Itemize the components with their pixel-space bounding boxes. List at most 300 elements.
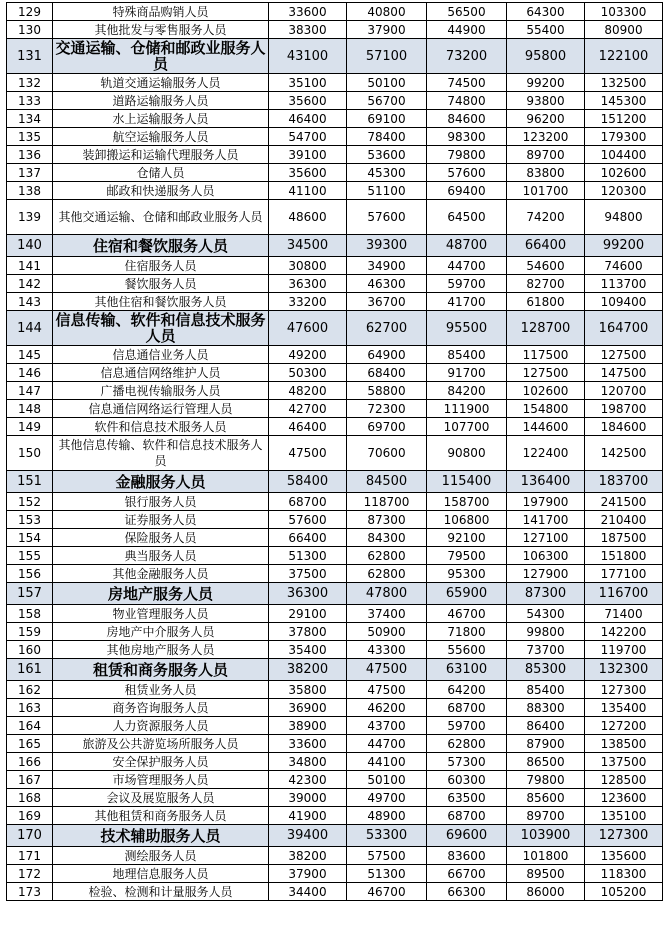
category-row [7,659,663,681]
wage-value: 43300 [347,641,427,659]
wage-value: 38200 [269,847,347,865]
wage-value: 198700 [585,400,663,418]
wage-value: 71400 [585,605,663,623]
wage-value: 88300 [507,699,585,717]
wage-value: 41100 [269,182,347,200]
wage-value: 118700 [347,493,427,511]
wage-value: 69700 [347,418,427,436]
wage-value: 68700 [427,699,507,717]
wage-value: 44100 [347,753,427,771]
wage-value: 120700 [585,382,663,400]
table-row [7,346,663,364]
occupation-name: 商务咨询服务人员 [53,699,269,717]
table-row [7,623,663,641]
table-row [7,128,663,146]
row-number: 133 [7,92,53,110]
occupation-name: 其他批发与零售服务人员 [53,21,269,39]
wage-value: 70600 [347,436,427,471]
wage-value: 58800 [347,382,427,400]
wage-value: 57600 [427,164,507,182]
wage-value: 99800 [507,623,585,641]
row-number: 159 [7,623,53,641]
wage-value: 85400 [427,346,507,364]
row-number: 144 [7,311,53,346]
wage-value: 127200 [585,717,663,735]
table-row [7,164,663,182]
wage-value: 46300 [347,275,427,293]
wage-value: 95300 [427,565,507,583]
wage-value: 103300 [585,3,663,21]
wage-value: 69600 [427,825,507,847]
category-row [7,311,663,346]
wage-value: 95800 [507,39,585,74]
wage-value: 53300 [347,825,427,847]
occupation-name: 信息通信网络运行管理人员 [53,400,269,418]
wage-value: 102600 [507,382,585,400]
wage-value: 53600 [347,146,427,164]
wage-value: 151200 [585,110,663,128]
wage-value: 37800 [269,623,347,641]
wage-value: 127900 [507,565,585,583]
wage-value: 49700 [347,789,427,807]
wage-value: 99200 [507,74,585,92]
wage-value: 29100 [269,605,347,623]
wage-value: 184600 [585,418,663,436]
wage-value: 46200 [347,699,427,717]
occupation-name: 技术辅助服务人员 [53,825,269,847]
wage-value: 33600 [269,735,347,753]
occupation-name: 信息通信网络维护人员 [53,364,269,382]
wage-value: 111900 [427,400,507,418]
table-row [7,789,663,807]
wage-value: 60300 [427,771,507,789]
row-number: 132 [7,74,53,92]
wage-value: 127500 [585,346,663,364]
occupation-name: 其他房地产服务人员 [53,641,269,659]
table-row [7,21,663,39]
occupation-name: 餐饮服务人员 [53,275,269,293]
occupation-name: 其他金融服务人员 [53,565,269,583]
wage-value: 136400 [507,471,585,493]
table-row [7,681,663,699]
occupation-name: 检验、检测和计量服务人员 [53,883,269,901]
table-row [7,418,663,436]
wage-value: 50300 [269,364,347,382]
table-row [7,257,663,275]
occupation-name: 特殊商品购销人员 [53,3,269,21]
table-row [7,605,663,623]
wage-value: 135600 [585,847,663,865]
wage-value: 41900 [269,807,347,825]
wage-value: 90800 [427,436,507,471]
wage-value: 47600 [269,311,347,346]
occupation-name: 其他交通运输、仓储和邮政业服务人员 [53,200,269,235]
occupation-name: 邮政和快递服务人员 [53,182,269,200]
occupation-name: 会议及展览服务人员 [53,789,269,807]
wage-value: 64900 [347,346,427,364]
wage-value: 39100 [269,146,347,164]
wage-value: 46700 [427,605,507,623]
wage-value: 62800 [347,547,427,565]
wage-value: 87300 [347,511,427,529]
table-row [7,146,663,164]
row-number: 134 [7,110,53,128]
wage-value: 43100 [269,39,347,74]
occupation-name: 保险服务人员 [53,529,269,547]
row-number: 157 [7,583,53,605]
wage-value: 197900 [507,493,585,511]
wage-value: 35100 [269,74,347,92]
row-number: 146 [7,364,53,382]
wage-value: 127300 [585,681,663,699]
occupation-name: 房地产服务人员 [53,583,269,605]
wage-value: 59700 [427,717,507,735]
row-number: 140 [7,235,53,257]
wage-value: 66400 [269,529,347,547]
wage-value: 85400 [507,681,585,699]
occupation-name: 租赁业务人员 [53,681,269,699]
row-number: 161 [7,659,53,681]
row-number: 172 [7,865,53,883]
wage-value: 39000 [269,789,347,807]
wage-value: 36300 [269,275,347,293]
wage-value: 89700 [507,146,585,164]
row-number: 143 [7,293,53,311]
wage-value: 51300 [269,547,347,565]
occupation-name: 金融服务人员 [53,471,269,493]
wage-value: 78400 [347,128,427,146]
occupation-name: 其他租赁和商务服务人员 [53,807,269,825]
wage-value: 48200 [269,382,347,400]
row-number: 129 [7,3,53,21]
wage-value: 84300 [347,529,427,547]
wage-value: 116700 [585,583,663,605]
category-row [7,235,663,257]
table-row [7,529,663,547]
wage-value: 36700 [347,293,427,311]
wage-value: 86400 [507,717,585,735]
wage-value: 49200 [269,346,347,364]
occupation-name: 轨道交通运输服务人员 [53,74,269,92]
wage-value: 46400 [269,418,347,436]
wage-value: 164700 [585,311,663,346]
wage-value: 69400 [427,182,507,200]
wage-value: 86500 [507,753,585,771]
wage-value: 74500 [427,74,507,92]
occupation-name: 软件和信息技术服务人员 [53,418,269,436]
wage-value: 43700 [347,717,427,735]
wage-value: 87900 [507,735,585,753]
occupation-name: 证券服务人员 [53,511,269,529]
wage-value: 56700 [347,92,427,110]
row-number: 154 [7,529,53,547]
wage-value: 79500 [427,547,507,565]
occupation-name: 装卸搬运和运输代理服务人员 [53,146,269,164]
table-row [7,493,663,511]
wage-value: 36300 [269,583,347,605]
wage-value: 105200 [585,883,663,901]
table-row [7,293,663,311]
wage-value: 101800 [507,847,585,865]
wage-value: 57600 [269,511,347,529]
row-number: 168 [7,789,53,807]
occupation-name: 信息传输、软件和信息技术服务人员 [53,311,269,346]
wage-value: 141700 [507,511,585,529]
wage-value: 122100 [585,39,663,74]
wage-value: 56500 [427,3,507,21]
wage-value: 62800 [427,735,507,753]
wage-value: 55600 [427,641,507,659]
row-number: 158 [7,605,53,623]
occupation-name: 住宿服务人员 [53,257,269,275]
wage-value: 39400 [269,825,347,847]
wage-value: 68700 [427,807,507,825]
wage-value: 104400 [585,146,663,164]
wage-value: 64300 [507,3,585,21]
wage-value: 93800 [507,92,585,110]
wage-value: 35400 [269,641,347,659]
wage-value: 89700 [507,807,585,825]
wage-value: 128700 [507,311,585,346]
wage-value: 65900 [427,583,507,605]
table-row [7,735,663,753]
wage-value: 47500 [347,659,427,681]
wage-value: 144600 [507,418,585,436]
row-number: 153 [7,511,53,529]
row-number: 142 [7,275,53,293]
wage-value: 61800 [507,293,585,311]
wage-value: 113700 [585,275,663,293]
wage-value: 102600 [585,164,663,182]
wage-value: 151800 [585,547,663,565]
occupation-name: 水上运输服务人员 [53,110,269,128]
row-number: 145 [7,346,53,364]
wage-value: 86000 [507,883,585,901]
occupation-name: 人力资源服务人员 [53,717,269,735]
wage-value: 46400 [269,110,347,128]
table-row [7,699,663,717]
wage-value: 123600 [585,789,663,807]
row-number: 166 [7,753,53,771]
row-number: 152 [7,493,53,511]
occupation-name: 测绘服务人员 [53,847,269,865]
table-row [7,847,663,865]
row-number: 171 [7,847,53,865]
wage-value: 39300 [347,235,427,257]
wage-value: 135100 [585,807,663,825]
wage-value: 119700 [585,641,663,659]
wage-value: 68400 [347,364,427,382]
table-row [7,275,663,293]
wage-value: 37400 [347,605,427,623]
row-number: 148 [7,400,53,418]
wage-value: 210400 [585,511,663,529]
wage-value: 179300 [585,128,663,146]
table-row [7,807,663,825]
wage-value: 38300 [269,21,347,39]
wage-value: 74200 [507,200,585,235]
row-number: 173 [7,883,53,901]
table-row [7,511,663,529]
wage-value: 107700 [427,418,507,436]
wage-value: 115400 [427,471,507,493]
wage-value: 79800 [427,146,507,164]
wage-value: 50100 [347,771,427,789]
wage-value: 66300 [427,883,507,901]
wage-value: 80900 [585,21,663,39]
table-body [7,3,663,901]
row-number: 147 [7,382,53,400]
wage-value: 74600 [585,257,663,275]
wage-value: 36900 [269,699,347,717]
wage-value: 68700 [269,493,347,511]
wage-value: 101700 [507,182,585,200]
row-number: 156 [7,565,53,583]
wage-value: 64500 [427,200,507,235]
wage-value: 41700 [427,293,507,311]
wage-value: 85300 [507,659,585,681]
wage-value: 145300 [585,92,663,110]
wage-value: 35800 [269,681,347,699]
row-number: 155 [7,547,53,565]
wage-value: 42700 [269,400,347,418]
occupation-name: 广播电视传输服务人员 [53,382,269,400]
wage-value: 44900 [427,21,507,39]
row-number: 130 [7,21,53,39]
wage-value: 103900 [507,825,585,847]
row-number: 163 [7,699,53,717]
wage-value: 66400 [507,235,585,257]
wage-value: 84600 [427,110,507,128]
wage-value: 127300 [585,825,663,847]
wage-value: 30800 [269,257,347,275]
category-row [7,471,663,493]
wage-value: 47500 [347,681,427,699]
wage-value: 34800 [269,753,347,771]
occupation-name: 其他住宿和餐饮服务人员 [53,293,269,311]
occupation-name: 道路运输服务人员 [53,92,269,110]
wage-value: 62800 [347,565,427,583]
wage-value: 73700 [507,641,585,659]
wage-value: 38900 [269,717,347,735]
wage-value: 40800 [347,3,427,21]
occupation-name: 物业管理服务人员 [53,605,269,623]
row-number: 167 [7,771,53,789]
table-row [7,92,663,110]
wage-value: 37500 [269,565,347,583]
wage-value: 47500 [269,436,347,471]
wage-value: 109400 [585,293,663,311]
wage-value: 154800 [507,400,585,418]
wage-value: 127500 [507,364,585,382]
category-row [7,39,663,74]
wage-value: 51300 [347,865,427,883]
table-row [7,74,663,92]
table-row [7,182,663,200]
wage-value: 132500 [585,74,663,92]
wage-value: 183700 [585,471,663,493]
wage-value: 83800 [507,164,585,182]
wage-value: 63100 [427,659,507,681]
wage-value: 71800 [427,623,507,641]
wage-value: 54300 [507,605,585,623]
wage-value: 69100 [347,110,427,128]
row-number: 164 [7,717,53,735]
wage-value: 35600 [269,92,347,110]
occupation-name: 租赁和商务服务人员 [53,659,269,681]
row-number: 150 [7,436,53,471]
wage-value: 34500 [269,235,347,257]
table-row [7,110,663,128]
wage-value: 44700 [427,257,507,275]
wage-value: 55400 [507,21,585,39]
row-number: 165 [7,735,53,753]
row-number: 137 [7,164,53,182]
row-number: 131 [7,39,53,74]
wage-value: 106300 [507,547,585,565]
wage-value: 142500 [585,436,663,471]
wage-value: 117500 [507,346,585,364]
table-row [7,883,663,901]
wage-value: 177100 [585,565,663,583]
occupation-name: 房地产中介服务人员 [53,623,269,641]
wage-value: 64200 [427,681,507,699]
wage-value: 128500 [585,771,663,789]
occupation-name: 住宿和餐饮服务人员 [53,235,269,257]
wage-value: 48900 [347,807,427,825]
category-row [7,825,663,847]
wage-value: 98300 [427,128,507,146]
table-row [7,547,663,565]
wage-value: 34400 [269,883,347,901]
wage-value: 44700 [347,735,427,753]
wage-value: 57600 [347,200,427,235]
occupation-name: 交通运输、仓储和邮政业服务人员 [53,39,269,74]
wage-value: 57300 [427,753,507,771]
wage-value: 84200 [427,382,507,400]
wage-value: 118300 [585,865,663,883]
wage-value: 57500 [347,847,427,865]
wage-value: 94800 [585,200,663,235]
wage-value: 50100 [347,74,427,92]
wage-value: 37900 [347,21,427,39]
occupation-name: 银行服务人员 [53,493,269,511]
row-number: 170 [7,825,53,847]
wage-value: 35600 [269,164,347,182]
wage-value: 42300 [269,771,347,789]
wage-value: 122400 [507,436,585,471]
wage-value: 72300 [347,400,427,418]
wage-value: 34900 [347,257,427,275]
wage-value: 123200 [507,128,585,146]
wage-value: 99200 [585,235,663,257]
wage-value: 48700 [427,235,507,257]
row-number: 136 [7,146,53,164]
wage-value: 84500 [347,471,427,493]
table-row [7,865,663,883]
occupation-name: 其他信息传输、软件和信息技术服务人员 [53,436,269,471]
wage-value: 38200 [269,659,347,681]
wage-table [6,2,663,901]
category-row [7,583,663,605]
wage-value: 127100 [507,529,585,547]
wage-value: 120300 [585,182,663,200]
wage-value: 33200 [269,293,347,311]
wage-value: 59700 [427,275,507,293]
table-row [7,364,663,382]
wage-value: 85600 [507,789,585,807]
table-row [7,200,663,235]
